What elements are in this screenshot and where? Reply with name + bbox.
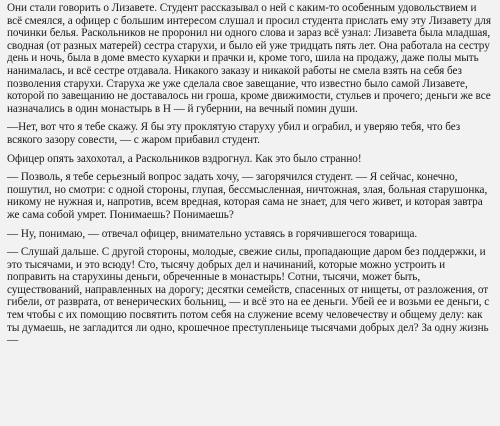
paragraph-officer-laughed: Офицер опять захохотал, а Раскольников вздрогнул. Как это было странно!	[7, 152, 362, 165]
paragraph-student-remark: —Нет, вот что я тебе скажу. Я бы эту проклятую старуху убил и ограбил, и уверяю тебя, что без всякого зазору совести, — с жаром прибавил студент.	[7, 121, 461, 146]
paragraph-student-argument: — Слушай дальше. С другой стороны, молодые, свежие силы, пропадающие даром без поддержки, и это тысячами, и это всюду! Сто, тысячу добрых дел и начинаний, которые можно устроить и поправить на старухины деньги, обреченные в монастырь! Сотни, тысячи, может быть, существований, направленных на дорогу; десятки семейств, спасенных от нищеты, от разложения, от гибели, от разврата, от венерических больниц, — и всё это на ее деньги. Убей ее и возьми ее деньги, с тем чтобы с их помощию посвятить потом себя на служение всему человечеству и общему делу: как ты думаешь, не загладится ли одно, крошечное преступленьице тысячами добрых дел? За одну жизнь —	[7, 246, 490, 347]
paragraph-officer-reply: — Ну, понимаю, — отвечал офицер, внимательно уставясь в горячившегося товарища.	[7, 227, 418, 240]
paragraph-narration-lizaveta: Они стали говорить о Лизавете. Студент рассказывал о ней с каким-то особенным удовольствием и всё смеялся, а офицер с большим интересом слушал и просил студента прислать ему эту Лизавету для починки белья. Раскольников не проронил ни одного слова и зараз всё узнал: Лизавета была младшая, сводная (от разных матерей) сестра старухи, и было ей уже тридцать пять лет. Она работала на сестру день и ночь, была в доме вместо кухарки и прачки и, кроме того, шила на продажу, даже полы мыть нанималась, и всё сестре отдавала. Никакого заказу и никакой работы не смела взять на себя без позволения старухи. Старуха же уже сделала свое завещание, что известно было самой Лизавете, которой по завещанию не доставалось ни гроша, кроме движимости, стульев и прочего; деньги же все назначались в один монастырь в Н — й губернии, на вечный помин души.	[7, 2, 491, 115]
paragraph-student-question: — Позволь, я тебе серьезный вопрос задать хочу, — загорячился студент. — Я сейчас, конечно, пошутил, но смотри: с одной стороны, глупая, бессмысленная, ничтожная, злая, больная старушонка, никому не нужная и, напротив, всем вредная, которая сама не знает, для чего живет, и которая завтра же сама собой умрет. Понимаешь? Понимаешь?	[7, 171, 488, 221]
